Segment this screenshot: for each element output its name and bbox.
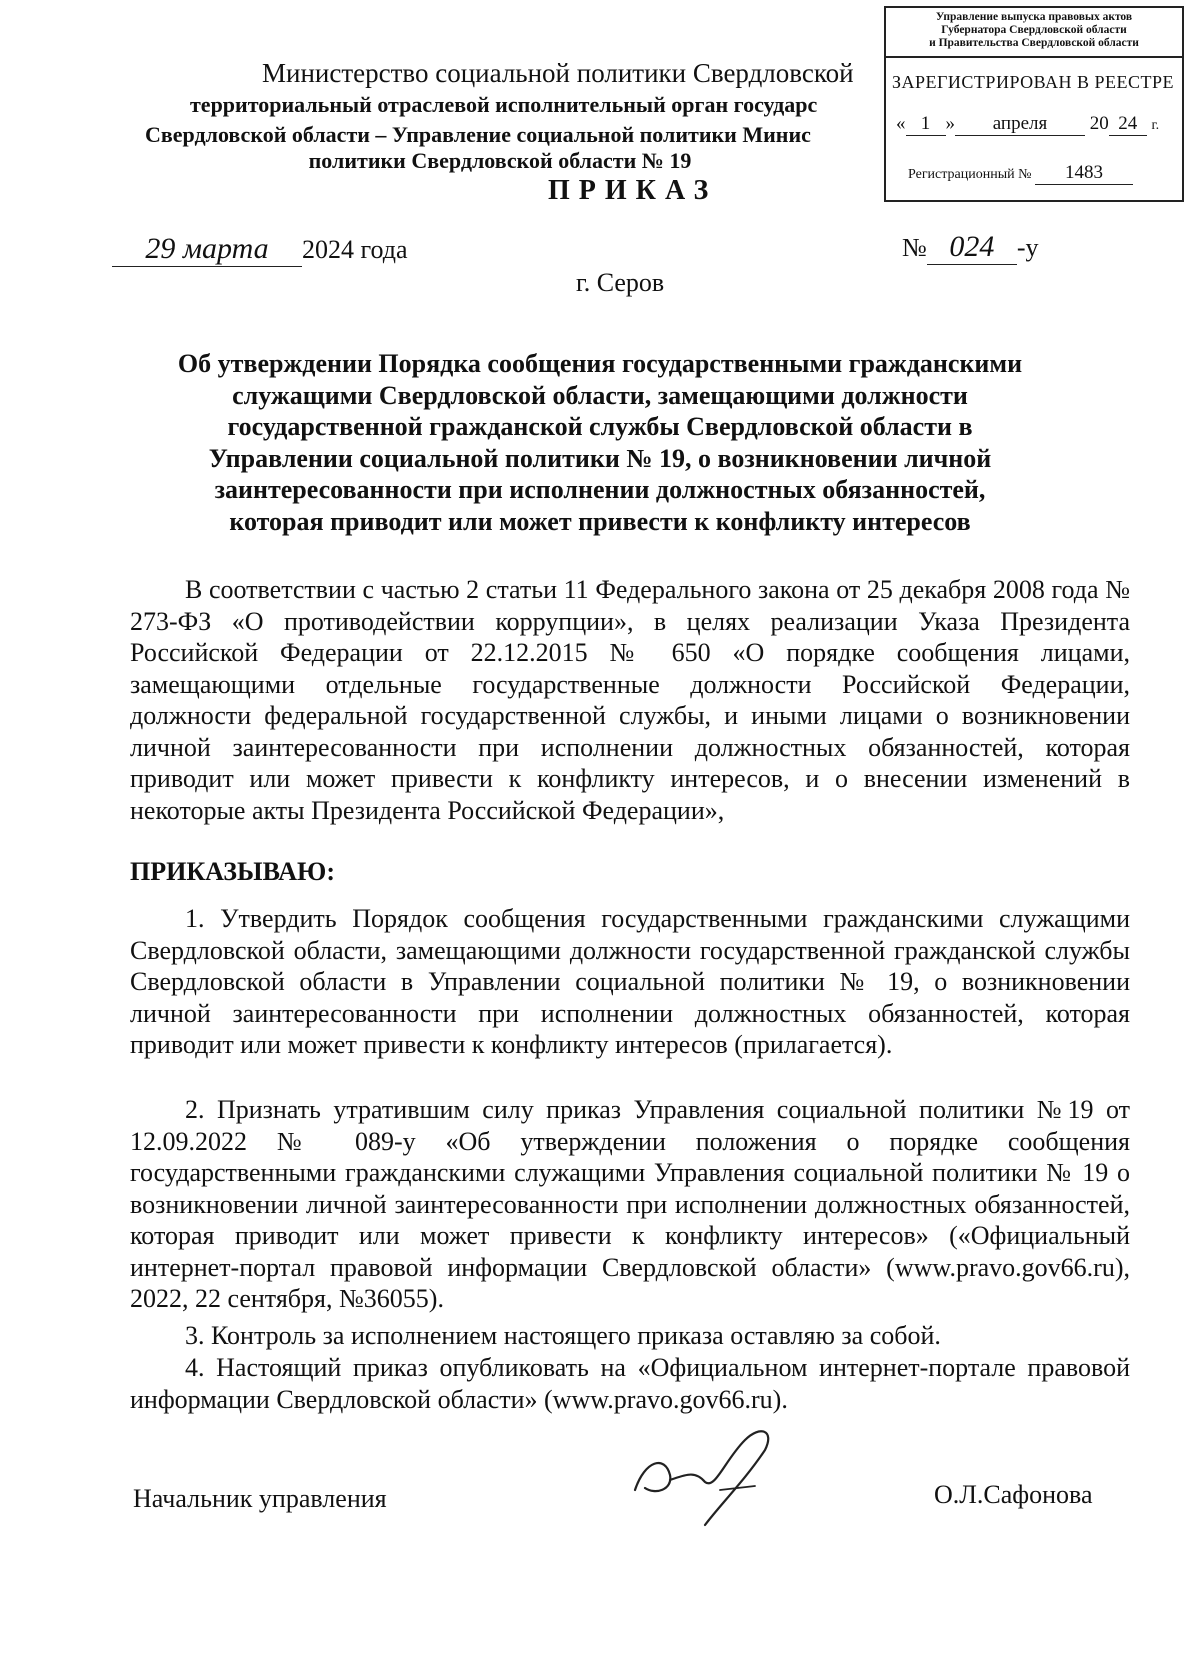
heading-line: заинтересованности при исполнении должностных обязанностей, <box>214 475 986 504</box>
signatory-position: Начальник управления <box>133 1484 387 1513</box>
heading-line: государственной гражданской службы Свердловской области в <box>227 412 973 441</box>
stamp-reg-number: 1483 <box>1035 162 1133 185</box>
document-number <box>902 230 1038 265</box>
heading-line: Управлении социальной политики № 19, о возникновении личной <box>208 443 992 473</box>
order-word: ПРИКАЗЫВАЮ: <box>130 857 335 886</box>
stamp-header-line: Управление выпуска правовых актов <box>935 11 1133 23</box>
number-label: № <box>902 233 927 262</box>
stamp-date-open: « <box>896 113 906 134</box>
preamble: В соответствии с частью 2 статьи 11 Федерального закона от 25 декабря 2008 года № 273-ФЗ «О противодействии коррупции», в целях реализации Указа Президента Российской Федерации от 22.12.2015 № 650 «О порядке сообщения лицами, замещающими отдельные государственные должности Российской Федерации, должности федеральной государственной службы, и иными лицами о возникновении личной заинтересованности при исполнении должностных обязанностей, которая приводит или может привести к конфликту интересов, и о внесении изменений в некоторые акты Президента Российской Федерации», <box>130 575 1130 825</box>
header-line-3: Свердловской области – Управление социальной политики Минис <box>145 122 811 147</box>
order-item-3: 3. Контроль за исполнением настоящего приказа оставляю за собой. <box>185 1321 941 1350</box>
heading-line: Об утверждении Порядка сообщения государственными гражданскими <box>177 349 1023 378</box>
signatory-name: О.Л.Сафонова <box>934 1480 1093 1509</box>
header-line-2: территориальный отраслевой исполнительный орган государс <box>190 92 818 117</box>
document-title: ПРИКАЗ <box>548 175 718 206</box>
stamp-date <box>896 113 1159 136</box>
handwritten-number: 024 <box>927 230 1017 265</box>
heading-line: которая приводит или может привести к конфликту интересов <box>229 506 971 536</box>
heading-line: служащими Свердловской области, замещающими должности <box>232 380 968 410</box>
stamp-day: 1 <box>906 113 946 136</box>
order-item-2: 2. Признать утратившим силу приказ Управления социальной политики №19 от 12.09.2022 № 089-у «Об утверждении положения о порядке сообщения государственными гражданскими служащими Управления социальной политики № 19 о возникновении личной заинтересованности при исполнении должностных обязанностей, которая приводит или может привести к конфликту интересов» («Официальный интернет-портал правовой информации Свердловской области» (www.pravo.gov66.ru), 2022, 22 сентября, №36055). <box>130 1095 1130 1313</box>
stamp-reg-label: Регистрационный № <box>908 167 1032 182</box>
date-year: 2024 года <box>302 235 408 264</box>
document-heading <box>120 348 1080 537</box>
stamp-header-line: и Правительства Свердловской области <box>929 37 1139 49</box>
stamp-header <box>886 8 1182 58</box>
handwritten-signature <box>625 1420 795 1530</box>
stamp-year-suffix: 24 <box>1109 113 1147 136</box>
header-line-4: политики Свердловской области № 19 <box>308 148 692 173</box>
order-item-1: 1. Утвердить Порядок сообщения государственными гражданскими служащими Свердловской области, замещающими должности государственной гражданской службы Свердловской области в Управлении социальной политики № 19, о возникновении личной заинтересованности при исполнении должностных обязанностей, которая приводит или может привести к конфликту интересов (прилагается). <box>130 904 1130 1059</box>
stamp-year-mark: г. <box>1151 118 1160 133</box>
city: г. Серов <box>576 268 665 297</box>
stamp-header-line: Губернатора Свердловской области <box>941 24 1127 36</box>
handwritten-date: 29 марта <box>112 232 302 267</box>
stamp-month: апреля <box>955 113 1085 136</box>
stamp-date-mid: » <box>945 113 955 134</box>
number-suffix: -у <box>1016 233 1039 262</box>
stamp-registered-label: ЗАРЕГИСТРИРОВАН В РЕЕСТРЕ <box>892 72 1175 92</box>
order-item-4: 4. Настоящий приказ опубликовать на «Официальном интернет-портале правовой информации Свердловской области» (www.pravo.gov66.ru). <box>130 1353 1130 1414</box>
stamp-year-prefix: 20 <box>1089 113 1109 134</box>
document-date <box>112 232 408 267</box>
ministry-name: Министерство социальной политики Свердловской <box>262 58 854 88</box>
